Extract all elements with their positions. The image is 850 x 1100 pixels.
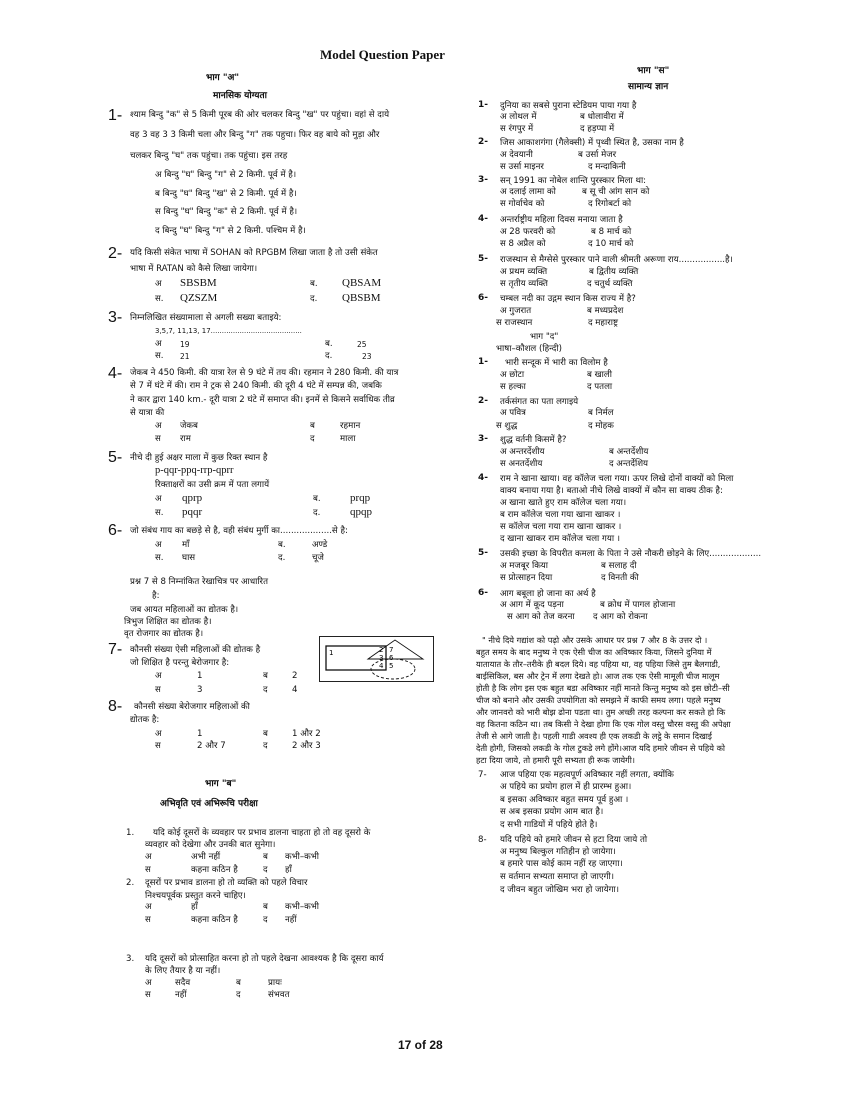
- question-text: से 7 में घंटे में की। राम ने ट्रक से 240 किमी. की दूरी 4 घंटे में सम्पन्न की, जबकि: [130, 381, 382, 391]
- option-value: अभी नहीं: [191, 852, 221, 862]
- question-number: 6-: [478, 293, 488, 303]
- option: स शुद्ध: [496, 421, 518, 431]
- option: ब क्रोध में पागल होजाना: [600, 600, 676, 610]
- question-text: यदि कोई दूसरों के व्यवहार पर प्रभाव डालना चाहता हो तो वह दूसरो के: [153, 828, 371, 838]
- passage-line: होती है कि लोग इस एक बहुत बडा अविष्कार नहीं मानते किन्तु मनुष्य को इस छोटी–सी: [476, 683, 730, 693]
- question-text: श्याम बिन्दु "क" से 5 किमी पूरब की ओर चलकर बिन्दु "ख" पर पहुंचा। वहां से दाये: [130, 110, 390, 120]
- question-text: राजस्थान से मैग्सेसे पुरस्कार पाने वाली श्रीमती अरूणा राय.................है।: [500, 255, 733, 265]
- page-indicator: 17 of 28: [398, 1038, 443, 1052]
- option: ब 8 मार्च को: [591, 227, 632, 237]
- option-value: 19: [180, 340, 190, 349]
- option: द खाना खाकर राम कॉलेज चला गया ।: [500, 534, 621, 544]
- option: अ पहिये का प्रयोग हाल में ही प्रारम्भ हुआ।: [500, 782, 632, 792]
- option-label: ब: [263, 852, 268, 862]
- option-value: रहमान: [340, 421, 361, 431]
- question-text: सन् 1991 का नोबेल शान्ति पुरस्कार मिला था:: [500, 176, 647, 186]
- question-number: 8-: [478, 835, 487, 845]
- svg-text:7: 7: [389, 646, 394, 654]
- option: स वर्तमान सभ्यता समाप्त हो जाएगी।: [500, 872, 614, 882]
- option-value: prqp: [350, 492, 371, 504]
- question-text: जो शिक्षित है परन्तु बेरोजगार है:: [130, 658, 230, 668]
- document-title: Model Question Paper: [320, 47, 445, 62]
- option: द बिन्दु "घ" बिन्दु "ग" से 2 किमी. पश्चिम में है।: [155, 226, 306, 236]
- instruction-text: रिक्ताक्षरों का उसी क्रम में पता लगायें: [155, 480, 270, 490]
- part-b-subheading: अभिवृति एवं अभिरूचि परीक्षा: [160, 799, 258, 809]
- option: द हड़प्पा में: [580, 124, 615, 134]
- option: स उर्सा माइनर: [500, 162, 544, 172]
- part-b-heading: भाग "ब": [205, 779, 237, 789]
- question-number: 8-: [108, 698, 123, 715]
- option: अ दलाई लामा को: [500, 187, 556, 197]
- option-value: नहीं: [175, 990, 187, 1000]
- option-label: स.: [155, 294, 164, 304]
- option: ब अन्तर्देशीय: [609, 447, 649, 457]
- option-value: माँ: [182, 540, 190, 550]
- svg-text:4: 4: [379, 662, 384, 670]
- option: ब उर्सा मेजर: [578, 150, 617, 160]
- option: अ प्रथम व्यक्ति: [500, 267, 548, 277]
- option: ब धोलावीरा में: [580, 112, 624, 122]
- passage-line: यातायात के तौर–तरीके ही बदल दिये। वह पहिया था, वह पहिया जिसे तुम बैलगाडी,: [476, 659, 721, 669]
- question-text: दुनिया का सबसे पुराना स्टेडियम पाया गया है: [500, 101, 637, 111]
- question-text: कौनसी संख्या बेरोजगार महिलाओं की: [134, 702, 250, 712]
- question-text: वह 3 वह 3 3 किमी चला और बिन्दु "ग" तक पहुचा। फिर वह बाये को मुड़ा और: [130, 130, 380, 140]
- option-label: द: [263, 865, 268, 875]
- question-number: 5-: [108, 449, 123, 466]
- option: अ 28 फरवरी को: [500, 227, 556, 237]
- option-label: द.: [325, 351, 333, 361]
- diagram-intro: प्रश्न 7 से 8 निम्नांकित रेखाचित्र पर आधारित: [130, 577, 268, 587]
- option: ब इसका अविष्कार बहुत समय पूर्व हुआ ।: [500, 795, 629, 805]
- option-value: QBSBM: [342, 292, 381, 304]
- option: स रंगपुर में: [500, 124, 534, 134]
- svg-text:3: 3: [379, 654, 384, 662]
- passage-line: चीज को बनाने और उसकी उपयोगिता को समझने में काफी समय लगा। पहले मनुष्य: [476, 695, 721, 705]
- option: स अनतर्देशीय: [500, 459, 543, 469]
- option: अ छोटा: [500, 370, 525, 380]
- option-label: ब.: [325, 339, 333, 349]
- option-value: QBSAM: [342, 277, 382, 289]
- svg-text:2: 2: [379, 646, 384, 654]
- question-text: अन्तर्राष्ट्रीय महिला दिवस मनाया जाता है: [500, 215, 623, 225]
- venn-diagram: [319, 636, 434, 682]
- option-label: अ: [155, 729, 162, 739]
- part-d-subheading: भाषा–कौशल (हिन्दी): [496, 344, 562, 354]
- diagram-intro: है:: [152, 591, 160, 601]
- question-text: जिस आकाशगंगा (गैलेक्सी) में पृथ्वी स्थित है, उसका नाम है: [500, 138, 684, 148]
- option: स गोर्वाचेव को: [500, 199, 545, 209]
- question-number: 6-: [478, 588, 488, 598]
- option-label: ब.: [310, 279, 318, 289]
- question-text: यदि किसी संकेत भाषा में SOHAN को RPGBM लिखा जाता है तो उसी संकेत: [130, 248, 378, 258]
- option-label: स: [155, 685, 161, 695]
- option-value: 3: [197, 685, 203, 695]
- part-c-subheading: सामान्य ज्ञान: [628, 82, 669, 92]
- option: स हल्का: [500, 382, 526, 392]
- option: अ बिन्दु "घ" बिन्दु "ग" से 2 किमी. पूर्व में है।: [155, 170, 297, 180]
- question-text: भाषा में RATAN को कैसे लिखा जायेगा।: [130, 264, 258, 274]
- option-value: हाँ: [285, 865, 292, 875]
- letter-series: p-qqr-ppq-rrp-qprr: [155, 465, 234, 476]
- question-number: 4-: [478, 214, 488, 224]
- question-number: 3-: [478, 434, 488, 444]
- option: अ आग में कूद पड़ना: [500, 600, 564, 610]
- question-number: 6-: [108, 522, 123, 539]
- venn-diagram-shapes: [320, 637, 435, 683]
- question-text: से यात्रा की: [130, 408, 165, 418]
- option-value: 2 और 7: [197, 741, 226, 751]
- question-text: तर्कसंगत का पता लगाइये: [500, 397, 579, 407]
- option-label: अ: [155, 671, 162, 681]
- question-number: 3-: [478, 175, 488, 185]
- option-label: अ: [155, 279, 162, 289]
- question-number: 3.: [126, 954, 135, 964]
- option: ब हमारे पास कोई काम नहीं रह जाएगा।: [500, 859, 623, 869]
- option: द जीवन बहुत जोखिम भरा हो जायेगा।: [500, 885, 619, 895]
- question-number: 3-: [108, 309, 123, 326]
- option: ब सू ची आंग सान को: [582, 187, 650, 197]
- question-number: 5-: [478, 254, 488, 264]
- option-label: द.: [313, 508, 321, 518]
- option: द चतुर्थ व्यक्ति: [587, 279, 633, 289]
- option-label: स: [155, 434, 161, 444]
- question-text: भारी सन्दूक में भारी का विलोम है: [505, 358, 608, 368]
- svg-text:1: 1: [329, 649, 334, 657]
- option-label: ब: [263, 671, 268, 681]
- option-value: कहना कठिन है: [191, 915, 238, 925]
- option-label: स: [145, 990, 151, 1000]
- option-value: 25: [357, 340, 367, 349]
- option-label: स.: [155, 508, 164, 518]
- option-value: pqqr: [182, 506, 203, 518]
- question-number: 7-: [478, 770, 487, 780]
- question-number: 2-: [478, 137, 488, 147]
- question-text: यदि पहिये को हमारे जीवन से हटा दिया जाये तो: [500, 835, 648, 845]
- option-label: अ: [155, 540, 162, 550]
- option: स तृतीय व्यक्ति: [500, 279, 548, 289]
- option: द महाराष्ट्र: [588, 318, 618, 328]
- question-text: आग बबूला हो जाना का अर्थ है: [500, 589, 596, 599]
- question-number: 1.: [126, 828, 135, 838]
- option: स राजस्थान: [496, 318, 533, 328]
- question-text: निम्नलिखित संख्यामाला से अगली सख्या बताइये:: [130, 313, 282, 323]
- question-number: 2-: [478, 396, 488, 406]
- option-label: ब: [236, 978, 241, 988]
- passage-line: बहुत समय के बाद मनुष्य ने एक ऐसी चीज का अविष्कार किया, जिसने दुनिया में: [476, 647, 712, 657]
- option-value: कभी–कभी: [285, 902, 320, 912]
- option-value: कभी–कभी: [285, 852, 320, 862]
- passage-line: देती होगी, जिसको लकडी के गोल टुकडे लगे होंगे।आज यदि हमारे जीवन से पहिये को: [476, 743, 726, 753]
- option-label: अ: [155, 421, 162, 431]
- option: द आग को रोकना: [593, 612, 648, 622]
- option-label: द: [263, 915, 268, 925]
- question-text: ने कार द्वारा 140 km.- दूरी यात्रा 2 घंटे में समाप्त की। इनमें से किसने सर्वाधिक तीव्र: [130, 395, 395, 405]
- question-number: 2-: [108, 245, 123, 262]
- option: अ मनुष्य बिल्कुल गतिहीन हो जायेगा।: [500, 847, 616, 857]
- option-label: द.: [310, 294, 318, 304]
- option: स कॉलेज चला गया राम खाना खाकर ।: [500, 522, 622, 532]
- passage-line: वह कितना कठिन था। तब किसी ने देखा होगा कि एक गोल वस्तु चौरस वस्तु की अपेक्षा: [476, 719, 731, 729]
- option: ब बिन्दु "घ" बिन्दु "ख" से 2 किमी. पूर्व में है।: [155, 189, 297, 199]
- diagram-intro: वृत रोजगार का द्योतक है।: [124, 629, 204, 639]
- part-a-heading: भाग "अ": [206, 73, 240, 83]
- option-value: हाँ: [191, 902, 198, 912]
- question-text: चम्बल नदी का उद्गम स्थान किस राज्य में है?: [500, 294, 636, 304]
- option-label: स.: [155, 351, 164, 361]
- diagram-intro: जब आयत महिलाओं का द्योतक है।: [130, 605, 239, 615]
- option: द पतला: [587, 382, 613, 392]
- option-label: द: [236, 990, 241, 1000]
- option-label: अ: [145, 978, 152, 988]
- option-label: अ: [145, 852, 152, 862]
- question-number: 1-: [478, 357, 488, 367]
- question-text: आज पहिया एक महत्वपूर्ण अविष्कार नहीं लगता, क्योंकि: [500, 770, 674, 780]
- question-number: 4-: [478, 473, 488, 483]
- option: स प्रोत्साहन दिया: [500, 573, 553, 583]
- option: ब निर्मल: [588, 408, 614, 418]
- option-label: द: [263, 685, 268, 695]
- option-value: घास: [182, 553, 196, 563]
- option: स अब इसका प्रयोग आम बात है।: [500, 807, 604, 817]
- option-value: संभवत: [268, 990, 290, 1000]
- question-text: के लिए तैयार है या नहीं।: [145, 966, 221, 976]
- option-label: स: [145, 915, 151, 925]
- option: अ मजबूर किया: [500, 561, 549, 571]
- option: अ लोथल में: [500, 112, 537, 122]
- passage-line: बाईसिकिल, बस और ट्रेन में लगा देखते हो। आज तक एक ऐसी मामूली चीज मालूम: [476, 671, 720, 681]
- option-value: 1: [197, 671, 203, 681]
- option: ब द्वितीय व्यक्ति: [589, 267, 639, 277]
- option-label: द: [310, 434, 315, 444]
- option-value: माला: [340, 434, 356, 444]
- option: अ देवयानी: [500, 150, 533, 160]
- question-text: जेकब ने 450 किमी. की यात्रा रेल से 9 घंटे में तय की। रहमान ने 280 किमी. की यात्र: [130, 368, 399, 378]
- option: द अन्तर्देशिय: [609, 459, 649, 469]
- option: स आग को तेज करना: [507, 612, 575, 622]
- number-series: 3,5,7, 11,13, 17.........................................: [155, 327, 302, 335]
- option: ब राम कॉलेज चला गया खाना खाकर ।: [500, 510, 621, 520]
- option: ब सलाह दी: [601, 561, 637, 571]
- question-text: नीचे दी हुई अक्षर माला में कुछ रिक्त स्थान है: [130, 453, 268, 463]
- option-value: नहीं: [285, 915, 297, 925]
- option-label: ब.: [278, 540, 286, 550]
- option-value: चूजे: [312, 553, 324, 563]
- question-number: 7-: [108, 641, 123, 658]
- part-a-subheading: मानसिक योग्यता: [213, 91, 267, 101]
- question-text: राम ने खाना खाया। वह कॉलेज चला गया। ऊपर लिखे दोनों वाक्यों को मिला: [500, 474, 734, 484]
- question-text: शुद्ध वर्तनी किसमें है?: [500, 435, 567, 445]
- question-text: वाक्य बनाया गया है। बताओ नीचे लिखे वाक्यों में कौन सा वाक्य ठीक है:: [500, 486, 723, 496]
- option: ब खाली: [587, 370, 612, 380]
- question-text: व्यवहार को देखेगा और उनकी बात सुनेगा।: [145, 840, 276, 850]
- option: ब मध्यप्रदेश: [587, 306, 624, 316]
- option: द मोहक: [588, 421, 614, 431]
- option-label: ब: [310, 421, 315, 431]
- passage-line: और जानवरो को भारी बोझ ढोना पडता था। तुम अच्छी तरह कल्पना कर सकते हो कि: [476, 707, 726, 717]
- option-label: ब: [263, 729, 268, 739]
- diagram-intro: त्रिभुज शिक्षित का द्योतक है।: [124, 617, 212, 627]
- option: द मन्दाकिनी: [588, 162, 626, 172]
- question-number: 5-: [478, 548, 488, 558]
- option: अ खाना खाते हुए राम कॉलेज चला गया।: [500, 498, 627, 508]
- question-number: 1-: [108, 107, 123, 124]
- option-value: सदैव: [175, 978, 191, 988]
- option-label: स: [155, 741, 161, 751]
- option: अ गुजरात: [500, 306, 532, 316]
- svg-text:6: 6: [389, 654, 394, 662]
- option: द सभी गाडियों में पहिये होते है।: [500, 820, 598, 830]
- option: द रिगोबर्टा को: [588, 199, 632, 209]
- option-label: अ: [155, 339, 162, 349]
- option-value: प्रायः: [268, 978, 282, 988]
- part-d-heading: भाग "द": [530, 332, 559, 342]
- question-number: 1-: [478, 100, 488, 110]
- option: अ अन्तरर्देशीय: [500, 447, 545, 457]
- option-label: द.: [278, 553, 286, 563]
- option-value: 2: [292, 671, 298, 681]
- option: स बिन्दु "घ" बिन्दु "क" से 2 किमी. पूर्व में है।: [155, 207, 298, 217]
- option-value: अण्डे: [312, 540, 328, 550]
- question-text: दूसरों पर प्रभाव डालना हो तो व्यक्ति को पहले विचार: [145, 878, 308, 888]
- option-value: qprp: [182, 492, 203, 504]
- option: द 10 मार्च को: [588, 239, 634, 249]
- option-label: ब: [263, 902, 268, 912]
- part-c-heading: भाग "स": [637, 66, 670, 76]
- option-label: द: [263, 741, 268, 751]
- option-value: राम: [180, 434, 191, 444]
- question-number: 4-: [108, 365, 123, 382]
- passage-instruction: " नीचे दिये गद्यांश को पढ़ो और उसके आधार पर प्रश्न 7 और 8 के उत्तर दो ।: [482, 635, 708, 645]
- option: द विनती की: [601, 573, 639, 583]
- question-text: चलकर बिन्दु "घ" तक पहुंचा। तक पहुंचा। इस तरह: [130, 151, 288, 161]
- option-label: ब.: [313, 494, 321, 504]
- question-number: 2.: [126, 878, 135, 888]
- question-text: यदि दूसरों को प्रोत्साहित करना हो तो पहले देखना आवश्यक है कि दूसरा कार्य: [145, 954, 384, 964]
- question-text: उसकी इच्छा के विपरीत कमला के पिता ने उसे नौकरी छोड़ने के लिए...................: [500, 549, 762, 559]
- passage-line: हटा दिया जाये, तो हमारी पूरी सभ्यता ही रूक जायेगी।: [476, 755, 636, 765]
- option: स 8 अप्रैल को: [500, 239, 546, 249]
- question-text: निश्चयपूर्वक प्रस्तुत करने चाहिए।: [145, 891, 246, 901]
- option-value: जेकब: [180, 421, 198, 431]
- svg-text:5: 5: [389, 662, 394, 670]
- question-text: जो संबंध गाय का बछड़े से है, वही संबंध मुर्गी का...................से है:: [130, 526, 348, 536]
- option-value: 2 और 3: [292, 741, 321, 751]
- option-value: qpqp: [350, 506, 372, 518]
- question-text: द्योतक है:: [130, 715, 160, 725]
- option-value: SBSBM: [180, 277, 217, 289]
- option-label: अ: [145, 902, 152, 912]
- option-value: QZSZM: [180, 292, 218, 304]
- question-text: कौनसी संख्या ऐसी महिलाओं की द्योतक है: [130, 645, 261, 655]
- option-value: 1: [197, 729, 203, 739]
- option-value: 21: [180, 352, 190, 361]
- option-value: 23: [362, 352, 372, 361]
- option-label: स.: [155, 553, 164, 563]
- option-value: 1 और 2: [292, 729, 321, 739]
- option: अ पवित्र: [500, 408, 526, 418]
- option-value: कहना कठिन है: [191, 865, 238, 875]
- option-label: स: [145, 865, 151, 875]
- option-value: 4: [292, 685, 298, 695]
- option-label: अ: [155, 494, 162, 504]
- passage-line: तेजी से आगे जाती है। पहली गाडी अवश्य ही एक लकडी के लट्ठे के समान दिखाई: [476, 731, 712, 741]
